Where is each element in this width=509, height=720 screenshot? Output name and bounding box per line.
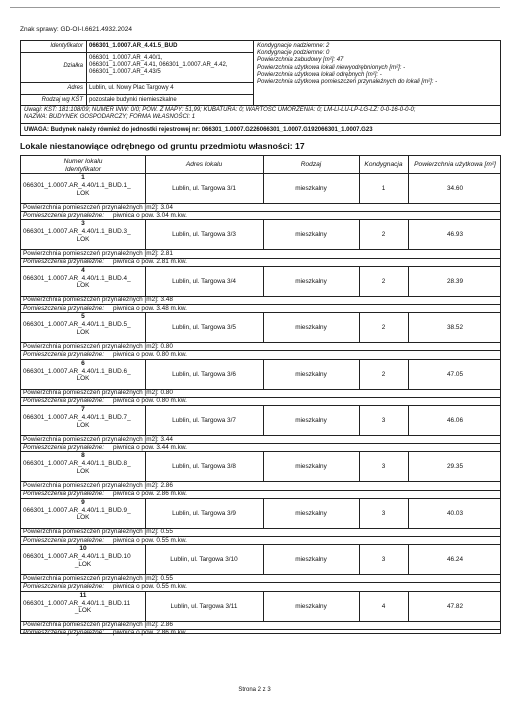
lokal-kondygnacja: 3 [381, 463, 386, 471]
lokal-pomieszczenia-value: piwnica o pow. 3.04 m.kw. [113, 211, 187, 219]
lokal-identyfikator-line1: 066301_1.0007.AR_4.40/1.1_BUD.3_ [23, 228, 131, 236]
lokal-przynalezne-area: Powierzchnia pomieszczeń przynależnych [m2]: 2.86 [23, 481, 173, 489]
lokal-pomieszczenia-value: piwnica o pow. 0.55 m.kw. [113, 582, 187, 590]
lokal-rodzaj: mieszkalny [295, 324, 327, 332]
lokal-kondygnacja: 4 [381, 602, 386, 610]
lokal-identyfikator-line2: LOK [76, 467, 90, 475]
adres-value: Lublin, ul. Nowy Plac Targowy 4 [89, 85, 174, 91]
lokal-adres: Lublin, ul. Targowa 3/6 [172, 370, 236, 378]
lokal-przynalezne-area: Powierzchnia pomieszczeń przynależnych [m2]: 0.80 [23, 389, 173, 397]
lokal-rodzaj: mieszkalny [295, 185, 327, 192]
lokal-powierzchnia: 34.60 [447, 185, 463, 192]
lokal-rodzaj: mieszkalny [295, 231, 327, 239]
top-rule [10, 7, 500, 8]
lokal-rodzaj: mieszkalny [295, 556, 327, 564]
lokal-adres: Lublin, ul. Targowa 3/5 [172, 324, 236, 332]
lokal-rodzaj: mieszkalny [295, 370, 327, 378]
rodzaj-label: Rodzaj wg KŚT [41, 97, 83, 103]
lokal-identyfikator-line1: 066301_1.0007.AR_4.40/1.1_BUD.5_ [23, 321, 131, 329]
lokal-number: 8 [81, 452, 85, 460]
lokal-kondygnacja: 3 [381, 556, 386, 564]
lokal-przynalezne-area: Powierzchnia pomieszczeń przynależnych [m2]: 0.55 [23, 574, 173, 582]
lokal-pomieszczenia-value: piwnica o pow. 0.80 m.kw. [113, 350, 187, 358]
col-header-rodzaj: Rodzaj [300, 161, 322, 168]
lokal-przynalezne-area: Powierzchnia pomieszczeń przynależnych [m2]: 2.86 [23, 621, 173, 629]
lokal-powierzchnia: 47.05 [447, 370, 463, 378]
uwagi-text: Uwagi: KŚT: 181:108/09; NUMER INW: 0/0; POW. Z MAPY: 51,99; KUBATURA: 0; WARTOŚĆ UMORZENIA: 0; LM-LI-LU-LP-LG-LZ: 0-0-16-0-0-0; NAZWA: BUDYNEK GOSPODARCZY; FORMA WŁASNOŚCI: 1 [24, 107, 416, 121]
uwaga-note: UWAGA: Budynek należy również do jednostki rejestrowej nr: 066301_1.0007.G226066301_1.0007.G192066301_1.0007.G23 [24, 127, 373, 133]
lokal-kondygnacja: 2 [381, 324, 386, 332]
lokal-pomieszczenia-label: Pomieszczenia przynależne: [23, 397, 104, 405]
lokal-adres: Lublin, ul. Targowa 3/8 [172, 463, 236, 471]
lokal-adres: Lublin, ul. Targowa 3/7 [172, 417, 236, 424]
lokal-powierzchnia: 28.39 [447, 277, 463, 285]
lokal-rodzaj: mieszkalny [295, 602, 327, 610]
lokal-przynalezne-area: Powierzchnia pomieszczeń przynależnych [m2]: 3.48 [23, 296, 173, 304]
lokal-adres: Lublin, ul. Targowa 3/4 [172, 277, 236, 285]
lokal-rodzaj: mieszkalny [295, 417, 327, 424]
lokal-pomieszczenia-value: piwnica o pow. 0.80 m.kw. [113, 397, 187, 405]
lokal-powierzchnia: 47.82 [447, 602, 463, 610]
lokal-pomieszczenia-value: piwnica o pow. 0.55 m.kw. [113, 536, 187, 544]
lokal-number: 1 [81, 174, 85, 181]
col-header-numer: Numer lokalu Identyfikator [63, 158, 103, 173]
lokal-pomieszczenia-value: piwnica o pow. 2.81 m.kw. [113, 258, 187, 266]
lokal-pomieszczenia-label: Pomieszczenia przynależne: [23, 582, 104, 590]
lokal-adres: Lublin, ul. Targowa 3/3 [172, 231, 236, 239]
lokal-number: 9 [81, 498, 85, 506]
lokal-number: 3 [81, 220, 85, 228]
lokal-pomieszczenia-value: piwnica o pow. 3.44 m.kw. [113, 443, 187, 451]
lokal-adres: Lublin, ul. Targowa 3/11 [170, 602, 238, 610]
lokal-number: 11 [79, 591, 87, 599]
lokal-rodzaj: mieszkalny [295, 509, 327, 517]
lokal-powierzchnia: 46.06 [447, 417, 463, 424]
lokal-kondygnacja: 3 [381, 417, 386, 424]
lokal-powierzchnia: 29.35 [447, 463, 463, 471]
lokal-identyfikator-line1: 066301_1.0007.AR_4.40/1.1_BUD.1_ [23, 182, 131, 189]
building-info-box [20, 40, 501, 136]
lokal-rodzaj: mieszkalny [295, 463, 327, 471]
lokal-identyfikator-line1: 066301_1.0007.AR_4.40/1.1_BUD.10 [23, 553, 131, 561]
lokal-kondygnacja: 3 [381, 509, 386, 517]
lokal-identyfikator-line2: LOK [76, 375, 90, 383]
lokal-pomieszczenia-label: Pomieszczenia przynależne: [23, 536, 104, 544]
adres-label: Adres [67, 85, 83, 91]
case-number: Znak sprawy: GD-OI-I.6621.4932.2024 [20, 26, 133, 33]
col-header-adres: Adres lokalu [185, 161, 223, 168]
lokal-identyfikator-line2: LOK [76, 235, 90, 243]
lokal-przynalezne-area: Powierzchnia pomieszczeń przynależnych [m2]: 0.55 [23, 528, 173, 536]
lokal-pomieszczenia-label: Pomieszczenia przynależne: [23, 211, 104, 219]
lokal-number: 6 [81, 359, 85, 367]
lokal-identyfikator-line1: 066301_1.0007.AR_4.40/1.1_BUD.4_ [23, 274, 131, 282]
lokal-identyfikator-line2: LOK [76, 189, 90, 197]
lokale-table [20, 155, 501, 637]
lokal-pomieszczenia-value: piwnica o pow. 2.86 m.kw. [113, 629, 187, 637]
lokal-pomieszczenia-label: Pomieszczenia przynależne: [23, 350, 104, 358]
lokal-powierzchnia: 46.93 [447, 231, 463, 239]
lokal-kondygnacja: 2 [381, 277, 386, 285]
lokal-identyfikator-line1: 066301_1.0007.AR_4.40/1.1_BUD.8_ [23, 460, 131, 468]
lokal-przynalezne-area: Powierzchnia pomieszczeń przynależnych [m2]: 3.44 [23, 435, 173, 443]
dzialka-label: Działka [63, 63, 83, 69]
identyfikator-label: Identyfikator [50, 43, 83, 49]
lokal-identyfikator-line1: 066301_1.0007.AR_4.40/1.1_BUD.9_ [23, 506, 131, 514]
lokal-pomieszczenia-label: Pomieszczenia przynależne: [23, 629, 104, 637]
identyfikator-value: 066301_1.0007.AR_4.41.5_BUD [89, 43, 178, 49]
building-stats: Kondygnacje nadziemne: 2 Kondygnacje podziemne: 0 Powierzchnia zabudowy [m²]: 47 Powierzchnia użytkowa lokali niewyodrębnionych [m²]: - Powierzchnia użytkowa lokali odrębnych [m²]: - Powierzchnia użytkowa pomieszczeń przynależnych do lokali [m²]: - [257, 43, 438, 86]
lokal-pomieszczenia-label: Pomieszczenia przynależne: [23, 490, 104, 498]
lokal-rodzaj: mieszkalny [295, 277, 327, 285]
lokal-adres: Lublin, ul. Targowa 3/9 [172, 509, 236, 517]
lokal-identyfikator-line1: 066301_1.0007.AR_4.40/1.1_BUD.11 [23, 599, 131, 607]
lokal-pomieszczenia-label: Pomieszczenia przynależne: [23, 258, 104, 266]
lokal-identyfikator-line2: LOK [76, 421, 90, 429]
lokal-number: 4 [81, 266, 85, 274]
lokal-identyfikator-line1: 066301_1.0007.AR_4.40/1.1_BUD.7_ [23, 414, 131, 421]
lokal-przynalezne-area: Powierzchnia pomieszczeń przynależnych [m2]: 3.04 [23, 203, 173, 211]
lokal-number: 10 [79, 545, 87, 553]
lokal-identyfikator-line2: _LOK [74, 560, 92, 568]
lokal-identyfikator-line2: LOK [76, 514, 90, 522]
lokal-adres: Lublin, ul. Targowa 3/1 [172, 185, 236, 192]
lokal-number: 5 [81, 313, 85, 321]
lokal-adres: Lublin, ul. Targowa 3/10 [170, 556, 238, 564]
lokal-przynalezne-area: Powierzchnia pomieszczeń przynależnych [m2]: 0.80 [23, 342, 173, 350]
lokal-pomieszczenia-value: piwnica o pow. 2.86 m.kw. [113, 490, 187, 498]
lokal-identyfikator-line2: LOK [76, 328, 90, 336]
page-number: Strona 2 z 3 [238, 687, 271, 693]
lokal-identyfikator-line1: 066301_1.0007.AR_4.40/1.1_BUD.6_ [23, 367, 131, 375]
lokal-kondygnacja: 1 [381, 185, 386, 192]
rodzaj-value: pozostałe budynki niemieszkalne [89, 97, 177, 103]
lokal-przynalezne-area: Powierzchnia pomieszczeń przynależnych [m2]: 2.81 [23, 249, 173, 257]
lokal-number: 7 [81, 406, 85, 413]
col-header-powierzchnia: Powierzchnia użytkowa [m²] [414, 161, 496, 168]
lokal-identyfikator-line2: _LOK [74, 607, 92, 615]
dzialka-value: 066301_1.0007.AR_4.40/1, 066301_1.0007.AR_4.41, 066301_1.0007.AR_4.42, 066301_1.0007.AR_4.43/5 [89, 55, 228, 76]
lokal-powierzchnia: 46.24 [447, 556, 463, 564]
col-header-kondygnacja: Kondygnacja [364, 161, 403, 168]
lokal-identyfikator-line2: LOK [76, 282, 90, 290]
lokal-powierzchnia: 38.52 [447, 324, 463, 332]
lokal-pomieszczenia-label: Pomieszczenia przynależne: [23, 304, 104, 312]
lokal-powierzchnia: 40.03 [447, 509, 463, 517]
lokal-pomieszczenia-label: Pomieszczenia przynależne: [23, 443, 104, 451]
lokal-pomieszczenia-value: piwnica o pow. 3.48 m.kw. [113, 304, 187, 312]
lokal-kondygnacja: 2 [381, 370, 386, 378]
lokal-kondygnacja: 2 [381, 231, 386, 239]
section-title: Lokale niestanowiące odrębnego od gruntu przedmiotu własności: 17 [20, 141, 305, 151]
